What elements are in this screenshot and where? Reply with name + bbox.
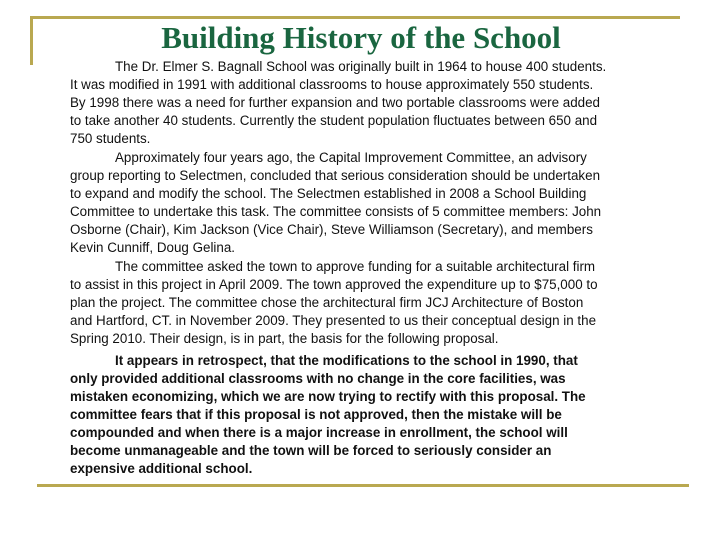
text-line: only provided additional classrooms with no change in the core facilities, was <box>70 371 566 386</box>
text-line: By 1998 there was a need for further expansion and two portable classrooms were added <box>70 95 600 110</box>
paragraph-funding <box>70 258 690 348</box>
text-line: and Hartford, CT. in November 2009. They presented to us their conceptual design in the <box>70 313 597 328</box>
text-line: Spring 2010. Their design, is in part, the basis for the following proposal. <box>70 331 499 346</box>
text-line: It was modified in 1991 with additional classrooms to house approximately 550 students. <box>70 77 594 92</box>
text-line: 750 students. <box>70 131 151 146</box>
text-line: Osborne (Chair), Kim Jackson (Vice Chair), Steve Williamson (Secretary), and members <box>70 222 593 237</box>
text-line: to assist in this project in April 2009. The town approved the expenditure up to $75,000 to <box>70 277 598 292</box>
text-line: Committee to undertake this task. The committee consists of 5 committee members: John <box>70 204 602 219</box>
slide-body <box>70 58 690 478</box>
text-line: The Dr. Elmer S. Bagnall School was originally built in 1964 to house 400 students. <box>115 59 607 74</box>
text-line: mistaken economizing, which we are now trying to rectify with this proposal. The <box>70 389 586 404</box>
text-line: Kevin Cunniff, Doug Gelina. <box>70 240 236 255</box>
text-line: to expand and modify the school. The Selectmen established in 2008 a School Building <box>70 186 587 201</box>
text-line: expensive additional school. <box>70 461 253 476</box>
text-line: compounded and when there is a major increase in enrollment, the school will <box>70 425 568 440</box>
paragraph-conclusion <box>70 352 690 478</box>
text-line: committee fears that if this proposal is not approved, then the mistake will be <box>70 407 562 422</box>
text-line: Approximately four years ago, the Capital Improvement Committee, an advisory <box>115 150 587 165</box>
text-line: become unmanageable and the town will be forced to seriously consider an <box>70 443 552 458</box>
text-line: group reporting to Selectmen, concluded that serious consideration should be undertaken <box>70 168 601 183</box>
paragraph-building-history <box>70 58 690 148</box>
text-line: plan the project. The committee chose the architectural firm JCJ Architecture of Boston <box>70 295 584 310</box>
paragraph-committee <box>70 149 690 257</box>
slide-title: Building History of the School <box>161 20 561 55</box>
bottom-divider <box>37 484 689 487</box>
text-line: to take another 40 students. Currently the student population fluctuates between 650 and <box>70 113 598 128</box>
text-line: It appears in retrospect, that the modifications to the school in 1990, that <box>115 353 578 368</box>
text-line: The committee asked the town to approve funding for a suitable architectural firm <box>115 259 596 274</box>
